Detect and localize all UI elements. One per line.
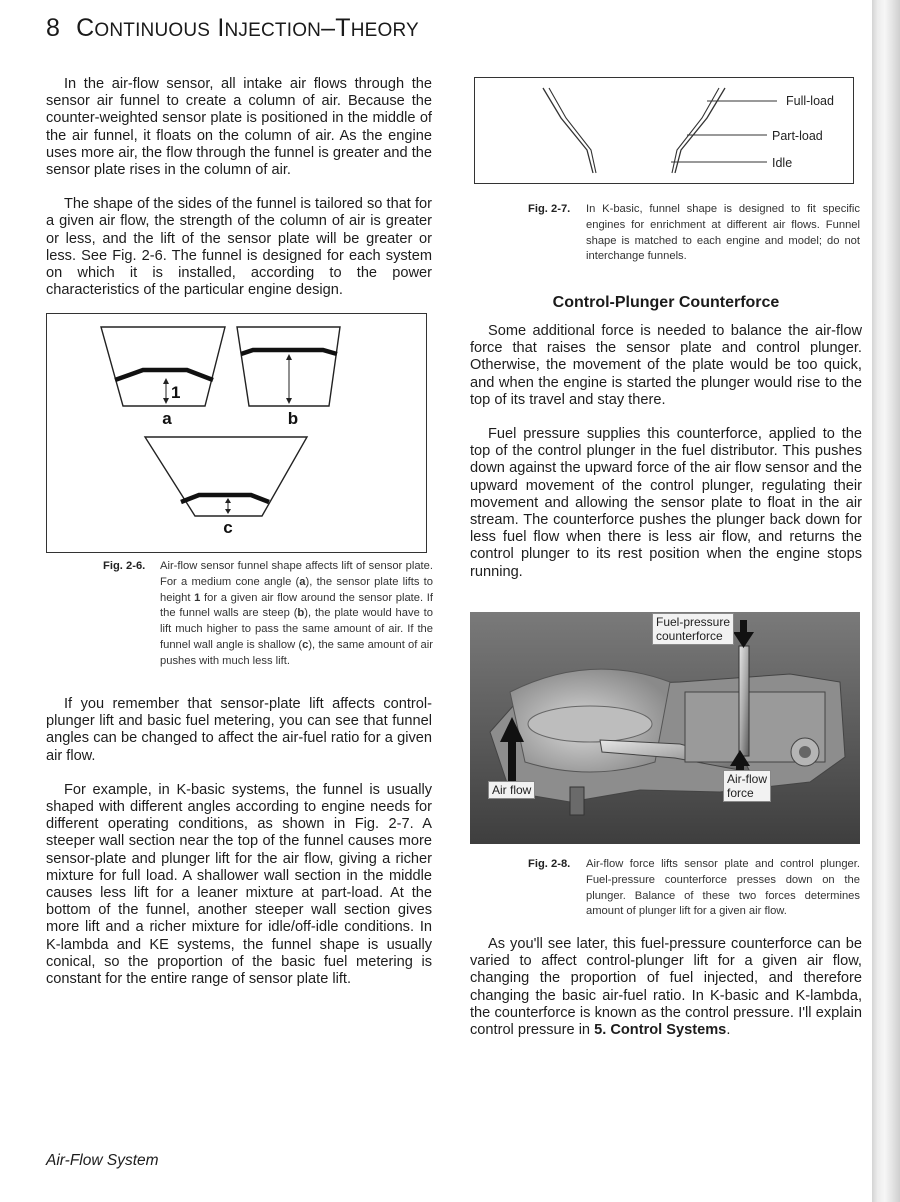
funnel-b-arrow-head-up [286,354,292,360]
left-para-4: For example, in K-basic systems, the funnel is usually shaped with different angles according to engine needs for different operating conditions, as shown in Fig. 2-7. A steeper wall section near the top of the funnel causes more sensor-plate and plunger lift for the air flow, giving a richer mixture for full load. A shallower wall section in the middle causes less lift for a leaner mixture at part-load. At the bottom of the funnel, another steeper wall section gives more lift and a richer mixture for idle/off-idle conditions. In K-lambda and KE systems, the funnel shape is usually conical, so the proportion of the basic fuel metering is constant for the entire range of sensor plate lift. [46,781,432,988]
funnel-left-wall-inner [549,88,596,173]
right-para-3-text: As you'll see later, this fuel-pressure counterforce can be varied to affect control-plunger lift for a given air flow, changing the proportion of fuel injected, and therefore changing the basic air-fuel ratio. In K-basic and K-lambda, the counterforce is known as the control pressure. I'll explain control pressure in [470,936,862,1039]
right-para-3-end: . [726,1022,731,1039]
cap-2-6-t3: for a given air flow around the sensor plate. If the funnel walls are steep ( [160,591,433,620]
label-fuel-pressure-counterforce [652,613,734,645]
air-flow-sensor-illustration [470,612,860,844]
fig-2-7-caption-text: In K-basic, funnel shape is designed to fit specific engines for enrichment at different air flows. Funnel shape is matched to each engine and model; do not interchange funnels. [586,203,860,263]
right-column-top [470,323,862,581]
counterforce-arrow-shaft [740,620,747,634]
left-column-bottom [46,696,432,988]
fig-2-6-diagram [46,313,427,553]
chapter-title [76,14,419,42]
fig-2-8-caption [528,857,860,920]
label-c: c [223,518,233,537]
left-para-3: If you remember that sensor-plate lift affects control-plunger lift and basic fuel metering, you can see that funnel angles can be changed to affect the air-fuel ratio for a given air flow. [46,696,432,764]
right-column-bottom [470,936,862,1039]
chapter-title-part2: THEORY [335,14,419,42]
cap-2-6-t5: ), the same amount of air pushes with much less lift. [160,638,433,667]
fig-2-7-caption [528,202,860,265]
cap-2-6-a: a [299,575,306,588]
label-full-load: Full-load [786,94,834,108]
funnel-c-sensor-plate [181,495,269,502]
label-fuel-pressure-line1: Fuel-pressure [656,615,731,629]
funnel-a-arrow-head-down [163,398,169,404]
fig-2-8-photo [470,612,860,844]
fuel-fitting-hole [799,746,811,758]
label-height-1: 1 [171,383,181,402]
funnel-a-outline [101,327,225,406]
label-idle: Idle [772,156,793,170]
title-dash: – [321,14,336,42]
cap-2-6-one: 1 [194,591,201,604]
fig-2-7-diagram [474,77,854,184]
cross-reference-control-systems: 5. Control Systems [594,1022,727,1039]
label-fuel-pressure-line2: counterforce [656,629,723,643]
right-para-2: Fuel pressure supplies this counterforce, applied to the top of the control plunger in the fuel distributor. This pushes down against the upward force of the air flow sensor and the upward movement of the control plunger, regulating their movement and allowing the sensor plate to float in the air stream. The counterforce pushes the plunger back down for less fuel flow when there is less air flow, and returns the control plunger to its rest position when the engine stops running. [470,426,862,580]
label-b: b [287,409,299,428]
fig-2-6-number: Fig. 2-6. [103,560,146,572]
fig-2-7-number: Fig. 2-7. [528,203,571,215]
fig-2-6-caption [103,559,433,670]
cap-2-6-t1: Air-flow sensor funnel shape affects lift of sensor plate. For a medium cone angle ( [160,560,433,588]
section-heading: Control-Plunger Counterforce [552,294,780,311]
cap-2-6-c: c [302,638,309,651]
funnel-c-outline [145,437,307,516]
fig-2-8-caption-text: Air-flow force lifts sensor plate and control plunger. Fuel-pressure counterforce presses down on the plunger. Balance of these two forces determines amount of plunger lift for a given air flow. [586,858,860,918]
label-a: a [162,409,172,428]
funnel-a-arrow-head-up [163,378,169,384]
label-part-load: Part-load [772,129,823,143]
funnel-left-wall-outer [543,88,593,173]
funnel-b-arrow-head-down [286,398,292,404]
page-number: 8 [46,14,61,42]
label-air-flow-force [723,770,771,802]
funnel-shapes-svg [47,314,426,552]
page-footer: Air-Flow System [46,1152,159,1169]
funnel-b-sensor-plate [241,350,337,354]
label-air-flow-force-line1: Air-flow [727,772,768,786]
chapter-title-part1: CONTINUOUS INJECTION [76,14,322,42]
cap-2-6-t2: ), the sensor plate lifts to height [160,575,433,604]
label-air-flow: Air flow [488,781,535,799]
label-air-flow-force-line2: force [727,786,754,800]
funnel-c-arrow-head-down [225,509,231,514]
left-column-top [46,76,432,299]
air-flow-arrow-shaft [508,740,516,786]
left-para-2: The shape of the sides of the funnel is tailored so that for a given air flow, the strength of the column of air is greater or less, and the lift of the sensor plate will be greater or less. See Fig. 2-6. The funnel is designed for each system on which it is installed, according to the power characteristics of the particular engine design. [46,196,432,299]
mounting-stud [570,787,584,815]
book-spine-shadow [872,0,900,1202]
fig-2-8-number: Fig. 2-8. [528,858,571,870]
right-para-1: Some additional force is needed to balance the air-flow force that raises the sensor plate and control plunger. Otherwise, the movement of the plate would be too quick, and when the engine is started the plunger would rise to the top of its travel and stay there. [470,323,862,408]
cap-2-6-t4: ), the plate would have to lift much higher to pass the same amount of air. If the funnel wall angle is shallow ( [160,607,433,651]
right-para-3 [470,936,862,1039]
fig-2-6-caption-text [103,559,433,670]
kbasic-funnel-svg [475,78,853,183]
funnel-a-sensor-plate [115,370,213,380]
control-plunger [739,646,749,756]
page-header [46,14,419,43]
cap-2-6-b: b [297,607,305,620]
left-para-1: In the air-flow sensor, all intake air flows through the sensor air funnel to create a column of air. Because the counter-weighted sensor plate is positioned in the middle of the air funnel, it floats on the column of air. As the engine uses more air, the flow through the funnel is greater and the sensor plate rises in the column of air. [46,76,432,179]
funnel-c-arrow-head-up [225,498,231,503]
sensor-plate [528,706,652,742]
